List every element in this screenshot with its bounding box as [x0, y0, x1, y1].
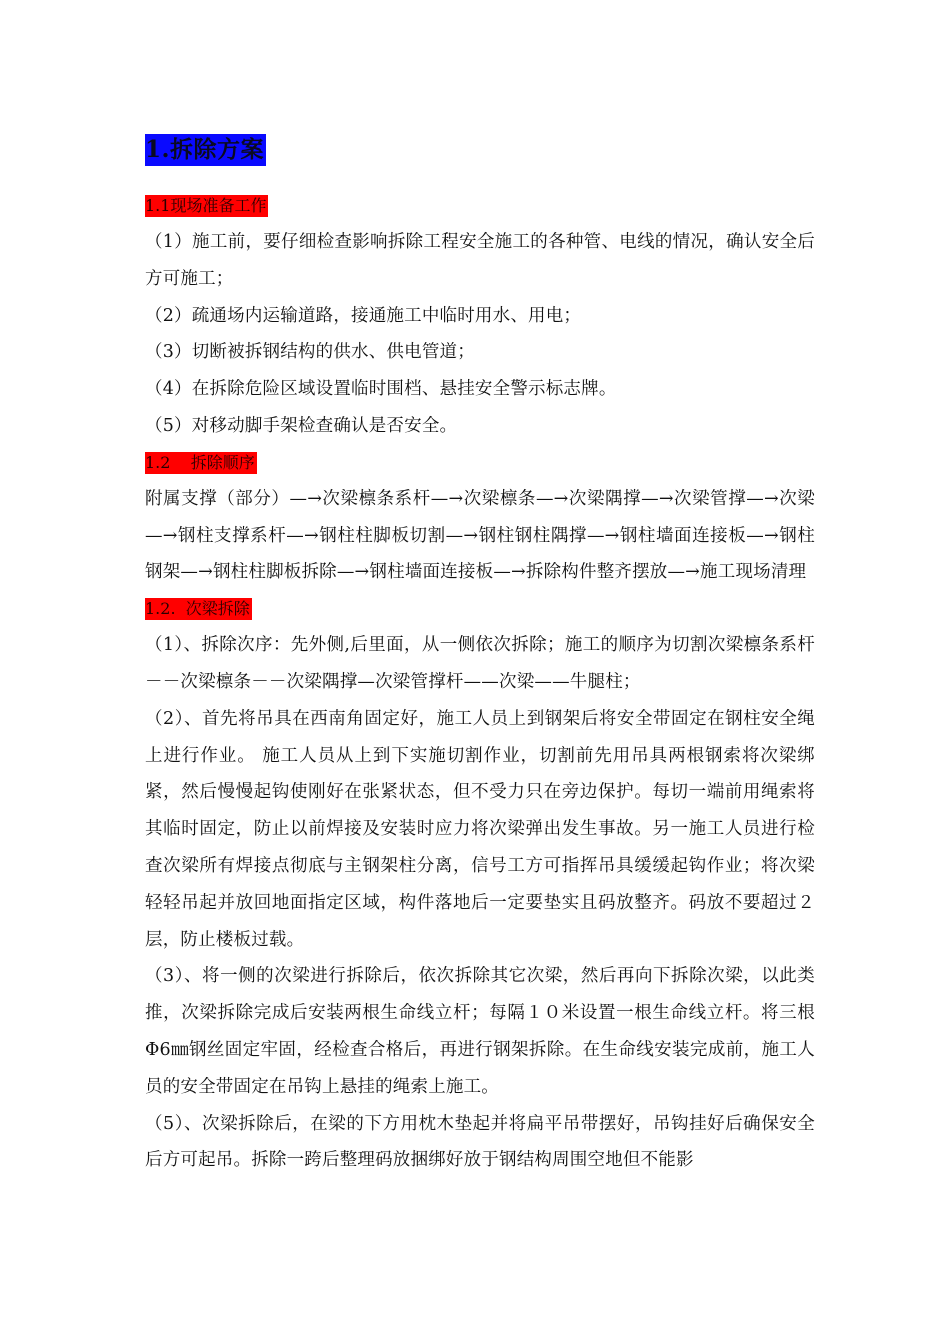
beam-item-3: （3）、将一侧的次梁进行拆除后，依次拆除其它次梁，然后再向下拆除次梁，以此类推，次梁拆除完成后安装两根生命线立杆；每隔１０米设置一根生命线立杆。将三根Φ6㎜钢丝固定牢固，经检查合格后，再进行钢架拆除。在生命线安装完成前，施工人员的安全带固定在吊钩上悬挂的绳索上施工。 — [145, 966, 815, 1097]
section-heading-wrapper — [145, 188, 815, 224]
section-heading-beam: 1.2. 次梁拆除 — [145, 599, 250, 619]
section-heading-order: 1.2 拆除顺序 — [145, 452, 255, 472]
beam-item-2: （2）、首先将吊具在西南角固定好，施工人员上到钢架后将安全带固定在钢柱安全绳上进行作业。 施工人员从上到下实施切割作业，切割前先用吊具两根钢索将次梁绑紧，然后慢慢起钩使刚好在张紧状态，但不受力只在旁边保护。每切一端前用绳索将其临时固定，防止以前焊接及安装时应力将次梁弹出发生事故。另一施工人员进行检查次梁所有焊接点彻底与主钢架柱分离，信号工方可指挥吊具缓缓起钩作业；将次梁轻轻吊起并放回地面指定区域，构件落地后一定要垫实且码放整齐。码放不要超过２层，防止楼板过载。 — [145, 708, 815, 950]
order-text: 附属支撑（部分）—→次梁檩条系杆—→次梁檩条—→次梁隅撑—→次梁管撑—→次梁—→钢柱支撑系杆—→钢柱柱脚板切割—→钢柱钢柱隅撑—→钢柱墙面连接板—→钢柱钢架—→钢柱柱脚板拆除—→钢柱墙面连接板—→拆除构件整齐摆放—→施工现场清理 — [145, 488, 815, 583]
prep-item-1: （1）施工前，要仔细检查影响拆除工程安全施工的各种管、电线的情况，确认安全后方可施工； — [145, 232, 815, 289]
section-heading-wrapper — [145, 445, 815, 481]
prep-item-3: （3）切断被拆钢结构的供水、供电管道； — [145, 342, 475, 363]
prep-item-4: （4）在拆除危险区域设置临时围档、悬挂安全警示标志牌。 — [145, 379, 617, 400]
section-heading-prep: 1.1现场准备工作 — [145, 196, 267, 215]
heading-wrapper — [145, 130, 815, 188]
beam-item-1: （1）、拆除次序：先外侧,后里面，从一侧依次拆除；施工的顺序为切割次梁檩条系杆－－次梁檩条－－次梁隅撑—次梁管撑杆——次梁——牛腿柱； — [145, 635, 815, 692]
prep-item-2: （2）疏通场内运输道路，接通施工中临时用水、用电； — [145, 305, 582, 326]
prep-item-5: （5）对移动脚手架检查确认是否安全。 — [145, 415, 458, 436]
section-heading-wrapper — [145, 591, 815, 627]
main-heading: 1.拆除方案 — [145, 134, 266, 166]
document-page — [145, 130, 815, 1179]
beam-item-4: （5）、次梁拆除后，在梁的下方用枕木垫起并将扁平吊带摆好，吊钩挂好后确保安全后方可起吊。拆除一跨后整理码放捆绑好放于钢结构周围空地但不能影 — [145, 1113, 815, 1171]
